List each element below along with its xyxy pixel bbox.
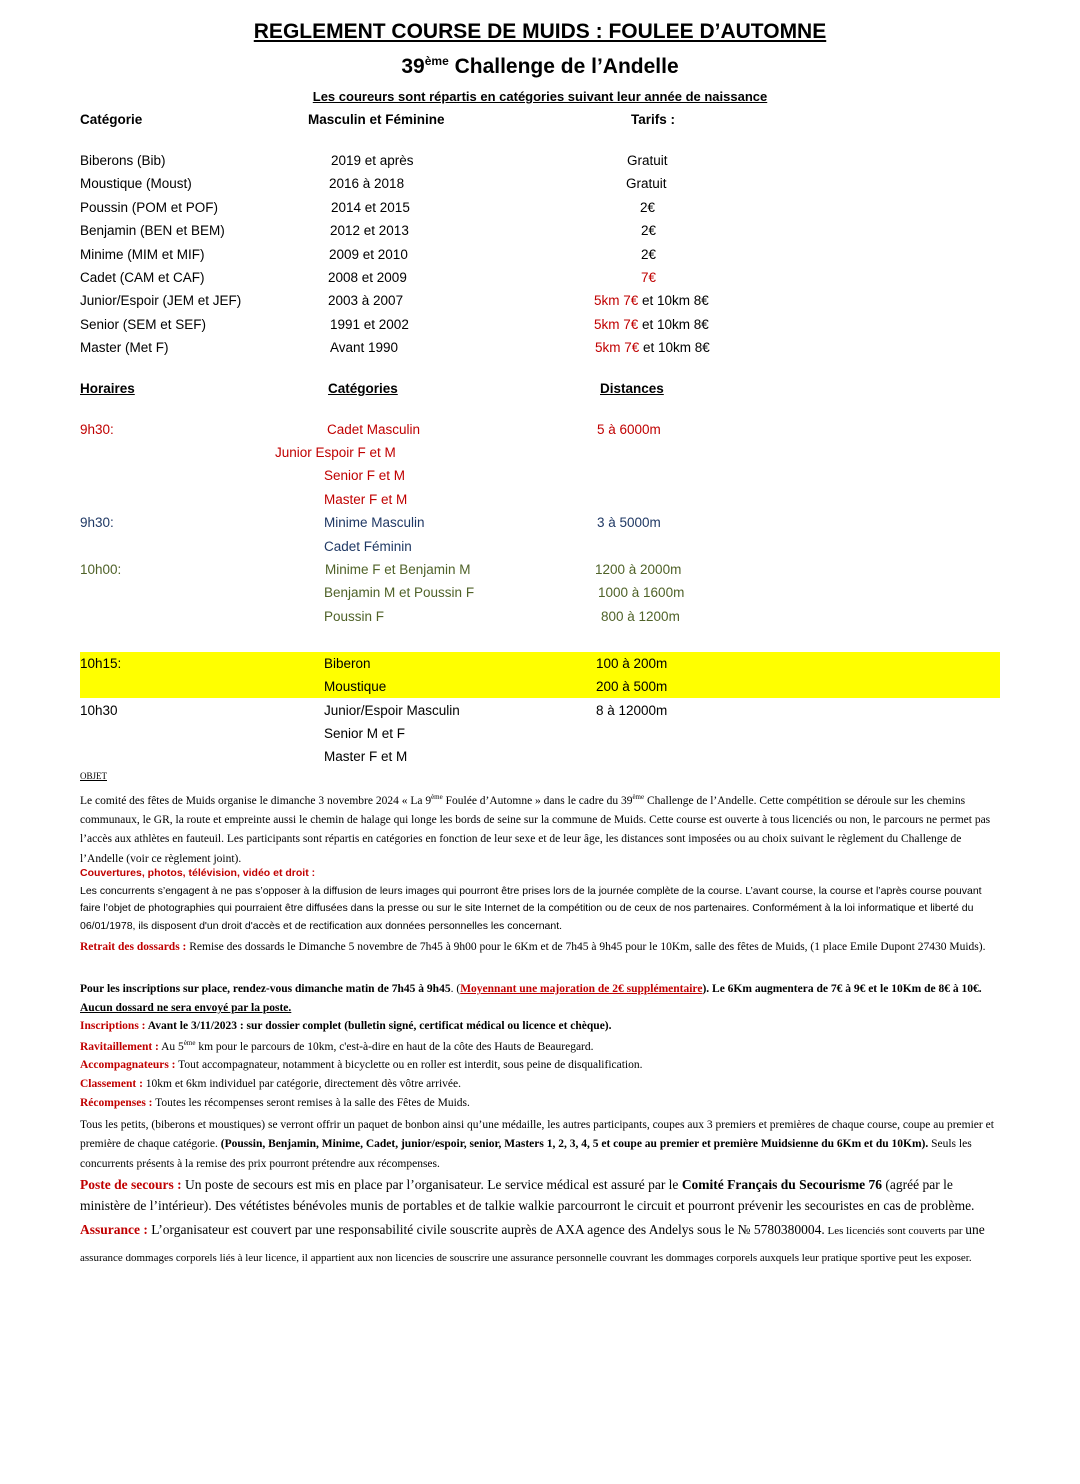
category-name: Junior/Espoir (JEM et JEF) — [80, 293, 242, 308]
document-subtitle: 39ème Challenge de l’Andelle — [401, 54, 679, 78]
category-years: 2016 à 2018 — [329, 176, 405, 191]
rewards-line: Récompenses : Toutes les récompenses seront remises à la salle des Fêtes de Muids. — [80, 1097, 470, 1109]
registration-line: Inscriptions : Avant le 3/11/2023 : sur dossier complet (bulletin signé, certificat médical ou licence et chèque). — [80, 1020, 612, 1032]
category-price: 5km 7€ et 10km 8€ — [594, 293, 709, 308]
schedule-distance: 800 à 1200m — [601, 609, 680, 624]
category-name: Master (Met F) — [80, 340, 169, 355]
category-years: 2012 et 2013 — [330, 223, 409, 238]
schedule-category: Junior/Espoir Masculin — [324, 703, 460, 718]
onsite-registration-paragraph: Pour les inscriptions sur place, rendez-vous dimanche matin de 7h45 à 9h45. (Moyennant une majoration de 2€ supplémentaire). Le 6Km augmentera de 7€ à 9€ et le 10Km de 8€ à 10€. Aucun dossard ne sera envoyé par la poste. — [80, 983, 982, 1014]
refreshment-line: Ravitaillement : Au 5ème km pour le parcours de 10km, c'est-à-dire en haut de la côte des Hauts de Beauregard. — [80, 1039, 594, 1053]
kids-rewards-paragraph: Tous les petits, (biberons et moustiques) se verront offrir un paquet de bonbon ainsi qu’une médaille, les autres participants, coupes aux 3 premiers et premières de chaque course, coupe au premier et première de chaque catégorie. (Poussin, Benjamin, Minime, Cadet, junior/espoir, senior, Masters 1, 2, 3, 4, 5 et coupe au premier et première Muidsienne du 6Km et du 10Km). Seuls les concurrents présents à la remise des prix pourront prétendre aux récompenses. — [80, 1119, 994, 1170]
schedule-category: Cadet Féminin — [324, 539, 412, 554]
schedule-distance: 1200 à 2000m — [595, 562, 682, 577]
category-price: 2€ — [641, 223, 657, 238]
schedule-time: 10h15: — [80, 656, 122, 671]
schedule-time: 9h30: — [80, 515, 114, 530]
category-name: Minime (MIM et MIF) — [80, 247, 205, 262]
bib-pickup-paragraph: Retrait des dossards : Remise des dossards le Dimanche 5 novembre de 7h45 à 9h00 pour le 6Km et de 7h45 à 9h45 pour le 10Km, salle des fêtes de Muids, (1 place Emile Dupont 27430 Muids). — [80, 941, 986, 953]
schedule-category: Cadet Masculin — [327, 422, 421, 437]
category-years: 2008 et 2009 — [328, 270, 407, 285]
schedule-distance: 8 à 12000m — [596, 703, 668, 718]
schedule-category: Biberon — [324, 656, 371, 671]
schedule-distance: 3 à 5000m — [597, 515, 661, 530]
category-years: 2003 à 2007 — [328, 293, 404, 308]
category-name: Cadet (CAM et CAF) — [80, 270, 205, 285]
schedule-time: 9h30: — [80, 422, 114, 437]
schedule-distance: 1000 à 1600m — [598, 585, 685, 600]
schedule-distance: 100 à 200m — [596, 656, 668, 671]
schedule-category: Poussin F — [324, 609, 385, 624]
schedule-category: Junior Espoir F et M — [275, 445, 396, 460]
objet-paragraph: Le comité des fêtes de Muids organise le dimanche 3 novembre 2024 « La 9ème Foulée d’Automne » dans le cadre du 39ème Challenge de l’Andelle. Cette compétition se déroule sur les chemins communaux, le GR, la route et empreinte aussi le chemin de halage qui longe les bords de seine sur la commune de Muids. Cette course est ouverte à tous licenciés ou non, le parcours ne permet pas l’accès aux athlètes en fauteuil. Les participants sont répartis en catégories en fonction de leur sexe et de leur âge, les distances sont imposées ou au choix suivant le règlement du Challenge de l’Andelle (voir ce règlement joint). — [80, 793, 991, 865]
category-years: 2014 et 2015 — [331, 200, 410, 215]
schedule-category: Senior M et F — [324, 726, 406, 741]
category-name: Senior (SEM et SEF) — [80, 317, 207, 332]
schedule-category: Senior F et M — [324, 468, 406, 483]
schedule-time: 10h30 — [80, 703, 118, 718]
schedule-category: Benjamin M et Poussin F — [324, 585, 475, 600]
schedule-category: Master F et M — [324, 492, 408, 507]
col-header-years: Masculin et Féminine — [308, 112, 445, 127]
category-price: Gratuit — [627, 153, 668, 168]
category-years: Avant 1990 — [330, 340, 399, 355]
col-header-distances: Distances — [600, 381, 664, 396]
category-price: 7€ — [641, 270, 657, 285]
objet-title: OBJET — [80, 771, 107, 781]
category-name: Moustique (Moust) — [80, 176, 192, 191]
first-aid-paragraph: Poste de secours : Un poste de secours est mis en place par l’organisateur. Le service médical est assuré par le Comité Français du Secourisme 76 (agréé par le ministère de l’intérieur). Des vététistes bénévoles munis de portables et de talkie walkie parcourront le circuit et pourront prévenir les secouristes en cas de problème. — [80, 1177, 975, 1213]
schedule-category: Moustique — [324, 679, 387, 694]
col-header-time: Horaires — [80, 381, 135, 396]
category-price: Gratuit — [626, 176, 667, 191]
schedule-category: Minime Masculin — [324, 515, 425, 530]
companions-line: Accompagnateurs : Tout accompagnateur, notamment à bicyclette ou en roller est interdit, sous peine de disqualification. — [80, 1059, 643, 1071]
category-price: 5km 7€ et 10km 8€ — [594, 317, 709, 332]
schedule-category: Master F et M — [324, 749, 408, 764]
intro-line: Les coureurs sont répartis en catégories suivant leur année de naissance — [312, 89, 768, 104]
category-name: Biberons (Bib) — [80, 153, 166, 168]
highlight-band — [80, 652, 1000, 698]
schedule-distance: 200 à 500m — [596, 679, 668, 694]
photo-rights-title: Couvertures, photos, télévision, vidéo et droit : — [80, 867, 316, 879]
document-title: REGLEMENT COURSE DE MUIDS : FOULEE D’AUTOMNE — [253, 20, 827, 43]
category-price: 5km 7€ et 10km 8€ — [595, 340, 710, 355]
photo-rights-paragraph: Les concurrents s’engagent à ne pas s’opposer à la diffusion de leurs images qui pourront être prises lors de la journée complète de la course. L’avant course, la course et l’après course pouvant faire l’objet de photographies qui pourraient être diffusées dans la presse ou sur le site Internet de la compétition ou de ceux de nos partenaires. Conformément à la loi informatique et liberté du 06/01/1978, ils disposent d'un droit d'accès et de rectification aux données personnelles les concernant. — [80, 885, 982, 932]
col-header-price: Tarifs : — [631, 112, 676, 127]
schedule-distance: 5 à 6000m — [597, 422, 661, 437]
schedule-time: 10h00: — [80, 562, 122, 577]
col-header-categories: Catégories — [328, 381, 398, 396]
insurance-paragraph: Assurance : L’organisateur est couvert par une responsabilité civile souscrite auprès de AXA agence des Andelys sous le № 5780380004. Les licenciés sont couverts par une assurance dommages corporels liés à leur licence, il appartient aux non licencies de souscrire une assurance personnelle couvrant les dommages corporels auxquels leur pratique sportive peut les exposer. — [80, 1222, 985, 1264]
ranking-line: Classement : 10km et 6km individuel par catégorie, directement dès vôtre arrivée. — [80, 1078, 461, 1090]
category-price: 2€ — [641, 247, 657, 262]
category-name: Benjamin (BEN et BEM) — [80, 223, 225, 238]
category-years: 2009 et 2010 — [329, 247, 408, 262]
category-years: 2019 et après — [331, 153, 414, 168]
category-price: 2€ — [640, 200, 656, 215]
category-years: 1991 et 2002 — [330, 317, 409, 332]
col-header-category: Catégorie — [80, 112, 143, 127]
category-name: Poussin (POM et POF) — [80, 200, 219, 215]
schedule-category: Minime F et Benjamin M — [325, 562, 471, 577]
